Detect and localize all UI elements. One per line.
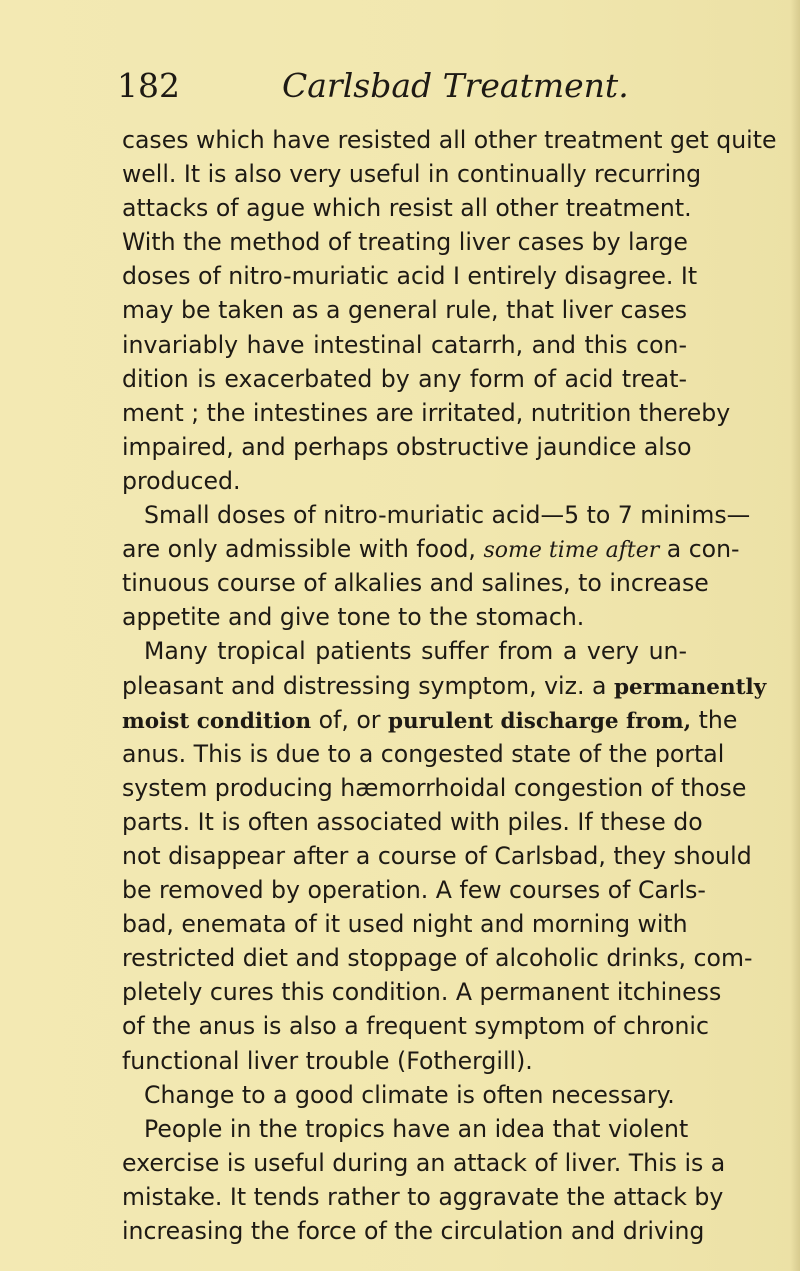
bold-emphasis: purulent discharge from, — [388, 708, 692, 734]
text-line: parts. It is often associated with piles. If these do — [122, 807, 703, 836]
text-line: cases which have resisted all other treatment get quite — [122, 126, 777, 154]
text-line: Many tropical patients suffer from a very un- — [144, 637, 687, 666]
text-line — [122, 703, 738, 737]
text-line: of the anus is also a frequent symptom of chronic — [122, 1012, 709, 1041]
text-line: restricted diet and stoppage of alcoholic drinks, com- — [122, 944, 753, 973]
text-line: With the method of treating liver cases by large — [122, 228, 688, 257]
text-line: exercise is useful during an attack of liver. This is a — [122, 1148, 726, 1177]
text-line: Change to a good climate is often necessary. — [144, 1080, 675, 1109]
text-run: of, or — [318, 705, 381, 734]
text-line — [122, 669, 767, 703]
running-head — [117, 62, 637, 110]
text-line: impaired, and perhaps obstructive jaundice also — [122, 432, 692, 461]
text-line: not disappear after a course of Carlsbad, they should — [122, 841, 752, 870]
text-line: invariably have intestinal catarrh, and this con- — [122, 330, 687, 359]
text-line: may be taken as a general rule, that liver cases — [122, 296, 687, 325]
text-line — [122, 532, 740, 566]
text-line: doses of nitro-muriatic acid I entirely disagree. It — [122, 262, 698, 291]
text-run: are only admissible with food, — [122, 535, 476, 564]
text-line: appetite and give tone to the stomach. — [122, 603, 585, 632]
text-line: anus. This is due to a congested state of the portal — [122, 739, 725, 768]
text-run: pleasant and distressing symptom, viz. a — [122, 671, 607, 700]
body-text — [122, 123, 777, 1248]
italic-emphasis: some time after — [483, 538, 660, 564]
text-line: People in the tropics have an idea that violent — [144, 1114, 689, 1143]
running-title: Carlsbad Treatment. — [282, 66, 629, 105]
text-line: Small doses of nitro-muriatic acid—5 to 7 minims— — [144, 501, 751, 530]
text-line: dition is exacerbated by any form of acid treat- — [122, 364, 687, 393]
bold-emphasis: permanently — [613, 674, 767, 700]
text-run: the — [698, 705, 738, 734]
text-line: be removed by operation. A few courses of Carls- — [122, 876, 706, 905]
text-line: well. It is also very useful in continually recurring — [122, 160, 702, 189]
text-line: attacks of ague which resist all other treatment. — [122, 194, 692, 223]
page-number: 182 — [117, 66, 180, 105]
text-line: functional liver trouble (Fothergill). — [122, 1046, 533, 1075]
text-line: increasing the force of the circulation and driving — [122, 1217, 705, 1245]
bold-emphasis: moist condition — [122, 708, 312, 734]
text-line: mistake. It tends rather to aggravate the attack by — [122, 1182, 724, 1211]
text-run: a con- — [666, 535, 740, 564]
text-line: system producing hæmorrhoidal congestion of those — [122, 773, 747, 802]
text-line: bad, enemata of it used night and morning with — [122, 910, 688, 939]
text-line: ment ; the intestines are irritated, nutrition thereby — [122, 398, 731, 427]
page-edge-shadow — [790, 0, 800, 1271]
text-line: produced. — [122, 466, 241, 495]
text-line: tinuous course of alkalies and salines, to increase — [122, 569, 709, 598]
text-line: pletely cures this condition. A permanent itchiness — [122, 978, 722, 1007]
